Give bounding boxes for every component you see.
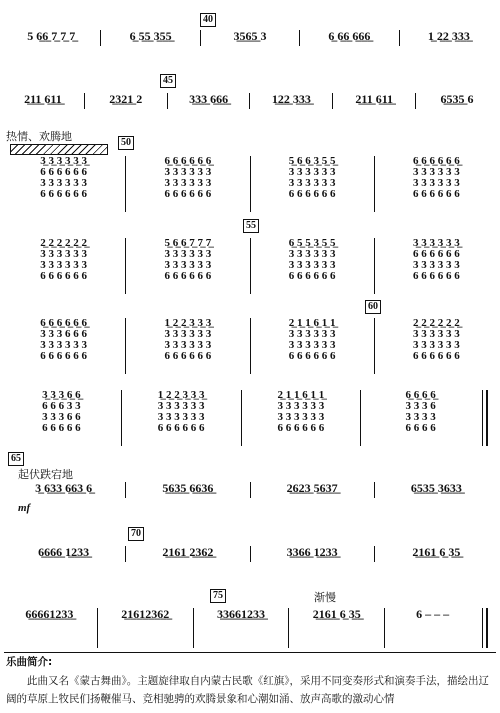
barline	[125, 482, 126, 498]
measure: 2̲3̲2̲1̲ 2	[109, 92, 143, 106]
chord-measure: 6̲ 6̲ 6̲ 6̲ 6̲ 6̲ 3 3 3 3 3 3 3 3 3 3 3 3 6 6 6 6 6 6	[164, 155, 212, 200]
expression-rit: 渐慢	[314, 591, 336, 604]
rehearsal-mark-65: 65	[8, 452, 24, 466]
tremolo-hatch	[10, 144, 108, 155]
score-row-9	[0, 608, 500, 648]
final-measure: 6 – – –	[416, 607, 450, 621]
measure: 5̲6̲3̲5̲ 6̲6̲3̲6̲	[162, 481, 214, 495]
rehearsal-mark-75: 75	[210, 589, 226, 603]
barline	[167, 93, 168, 109]
score-row-2	[0, 93, 500, 109]
score-row-8	[0, 546, 500, 562]
barline	[374, 156, 375, 212]
barline	[250, 546, 251, 562]
barline	[250, 156, 251, 212]
dynamic-mf: mf	[18, 502, 31, 514]
barline	[415, 93, 416, 109]
measure: 1̲2̲2̲ 3̲3̲3̲	[271, 92, 311, 106]
barline	[200, 30, 201, 46]
rehearsal-mark-60: 60	[365, 300, 381, 314]
barline	[374, 318, 375, 374]
barline	[288, 608, 289, 648]
double-barline	[482, 390, 488, 446]
rehearsal-mark-55: 55	[243, 219, 259, 233]
barline	[249, 93, 250, 109]
score-row-7	[0, 482, 500, 498]
barline	[193, 608, 194, 648]
barline	[399, 30, 400, 46]
chord-measure: 6̲ 6̲ 6̲ 6̲ 6̲ 6̲ 3 3 3 3 3 3 3 3 3 3 3 3 6 6 6 6 6 6	[413, 155, 460, 200]
chord-measure: 1̲ 2̲ 2̲ 3̲ 3̲ 3̲ 3 3 3 3 3 3 3 3 3 3 3 3 6 6 6 6 6 6	[164, 317, 212, 362]
measure: 3̲5̲6̲5̲ 3	[233, 29, 267, 43]
chord-measure: 5̲ 6̲ 6̲ 7̲ 7̲ 7̲ 3 3 3 3 3 3 3 3 3 3 3 3 6 6 6 6 6 6	[164, 237, 212, 282]
measure: 3̲3̲6̲6̲1̲2̲3̲3̲	[216, 607, 265, 621]
measure: 6̲6̲6̲6̲1̲2̲3̲3̲	[25, 607, 74, 621]
barline	[100, 30, 101, 46]
measure: 3̲3̲3̲ 6̲6̲6̲	[189, 92, 229, 106]
measure: 2̲1̲1̲ 6̲1̲1̲	[24, 92, 62, 106]
measure: 6̲ 5̲5̲ 3̲5̲5̲	[129, 29, 172, 43]
measure: 6̲6̲6̲6̲ 1̲2̲3̲3̲	[38, 545, 90, 559]
barline	[84, 93, 85, 109]
chord-measure: 5̲ 6̲ 6̲ 3̲ 5̲ 5̲ 3 3 3 3 3 3 3 3 3 3 3 3 6 6 6 6 6 6	[288, 155, 336, 200]
rehearsal-mark-70: 70	[128, 527, 144, 541]
measure: 3̲ 6̲3̲3̲ 6̲6̲3̲ 6̲	[35, 481, 93, 495]
barline	[299, 30, 300, 46]
score-row-6-chords	[0, 390, 500, 446]
measure: 5 6̲6̲ 7̲ 7̲ 7̲	[27, 29, 76, 43]
chord-measure: 6̲ 6̲ 6̲ 6̲ 3 3 3 6 3 3 3 3 6 6 6 6	[405, 389, 436, 434]
chord-measure: 2̲ 1̲ 1̲ 6̲ 1̲ 1̲ 3 3 3 3 3 3 3 3 3 3 3 3 6 6 6 6 6 6	[288, 317, 336, 362]
expression-undulating: 起伏跌宕地	[18, 468, 73, 481]
barline	[374, 238, 375, 294]
measure: 2̲1̲6̲1̲2̲3̲6̲2̲	[121, 607, 170, 621]
music-introduction	[6, 652, 494, 708]
chord-measure: 3̲ 3̲ 3̲ 3̲ 3̲ 3̲ 6 6 6 6 6 6 3 3 3 3 3 3 6 6 6 6 6 6	[413, 237, 460, 282]
barline	[374, 482, 375, 498]
measure: 6̲5̲3̲5̲ 6	[440, 92, 474, 106]
barline	[374, 546, 375, 562]
rehearsal-mark-40: 40	[200, 13, 216, 27]
barline	[125, 238, 126, 294]
measure: 2̲1̲6̲1̲ 6̲ 3̲5̲	[412, 545, 461, 559]
measure: 2̲1̲6̲1̲ 6̲ 3̲5̲	[312, 607, 361, 621]
chord-measure: 2̲ 2̲ 2̲ 2̲ 2̲ 2̲ 3 3 3 3 3 3 3 3 3 3 3 3 6 6 6 6 6 6	[40, 237, 87, 282]
measure: 1̲ 2̲2̲ 3̲3̲3̲	[427, 29, 470, 43]
chord-measure: 3̲ 3̲ 3̲ 3̲ 3̲ 3̲ 6 6 6 6 6 6 3 3 3 3 3 3 6 6 6 6 6 6	[40, 155, 87, 200]
barline	[384, 608, 385, 648]
score-row-1	[0, 30, 500, 46]
barline	[250, 318, 251, 374]
barline	[250, 238, 251, 294]
barline	[125, 546, 126, 562]
score-row-5-chords	[0, 318, 500, 374]
measure: 3̲3̲6̲6̲ 1̲2̲3̲3̲	[286, 545, 338, 559]
measure: 6̲5̲3̲5̲ 3̲6̲3̲3̲	[410, 481, 462, 495]
score-row-3-chords	[0, 156, 500, 212]
rehearsal-mark-45: 45	[160, 74, 176, 88]
chord-measure: 2̲ 2̲ 2̲ 2̲ 2̲ 2̲ 3 3 3 3 3 3 3 3 3 3 3 3 6 6 6 6 6 6	[413, 317, 460, 362]
measure: 2̲1̲6̲1̲ 2̲3̲6̲2̲	[162, 545, 214, 559]
rehearsal-mark-50: 50	[118, 136, 134, 150]
barline	[121, 390, 122, 446]
measure: 2̲6̲2̲3̲ 5̲6̲3̲7̲	[286, 481, 338, 495]
measure: 6̲ 6̲6̲ 6̲6̲6̲	[328, 29, 371, 43]
final-barline	[482, 608, 488, 648]
chord-measure: 1̲ 2̲ 2̲ 3̲ 3̲ 3̲ 3 3 3 3 3 3 3 3 3 3 3 3 6 6 6 6 6 6	[157, 389, 205, 434]
barline	[360, 390, 361, 446]
barline	[241, 390, 242, 446]
chord-measure: 2̲ 1̲ 1̲ 6̲ 1̲ 1̲ 3 3 3 3 3 3 3 3 3 3 3 3 6 6 6 6 6 6	[277, 389, 325, 434]
chord-measure: 3̲ 3̲ 3̲ 6̲ 6̲ 6 6 6 3 3 3 3 3 6 6 6 6 6 6 6	[42, 389, 81, 434]
barline	[332, 93, 333, 109]
score-row-4-chords	[0, 238, 500, 294]
chord-measure: 6̲ 6̲ 6̲ 6̲ 6̲ 6̲ 3 3 3 6 6 6 3 3 3 3 3 3 6 6 6 6 6 6	[40, 317, 87, 362]
intro-text: 此曲又名《蒙古舞曲》。主题旋律取自内蒙古民歌《红旗》，采用不同变奏形式和演奏手法，描绘出辽阔的草原上牧民们扬鞭催马、竞相驰骋的欢腾景象和心潮如涌、放声高歌的激动心情	[6, 675, 489, 705]
barline	[97, 608, 98, 648]
chord-measure: 6̲ 5̲ 5̲ 3̲ 5̲ 5̲ 3 3 3 3 3 3 3 3 3 3 3 3 6 6 6 6 6 6	[288, 237, 336, 282]
expression-lively: 热情、欢腾地	[6, 130, 72, 143]
measure: 2̲1̲1̲ 6̲1̲1̲	[355, 92, 394, 106]
barline	[125, 156, 126, 212]
barline	[250, 482, 251, 498]
intro-heading: 乐曲简介:	[6, 656, 53, 668]
barline	[125, 318, 126, 374]
